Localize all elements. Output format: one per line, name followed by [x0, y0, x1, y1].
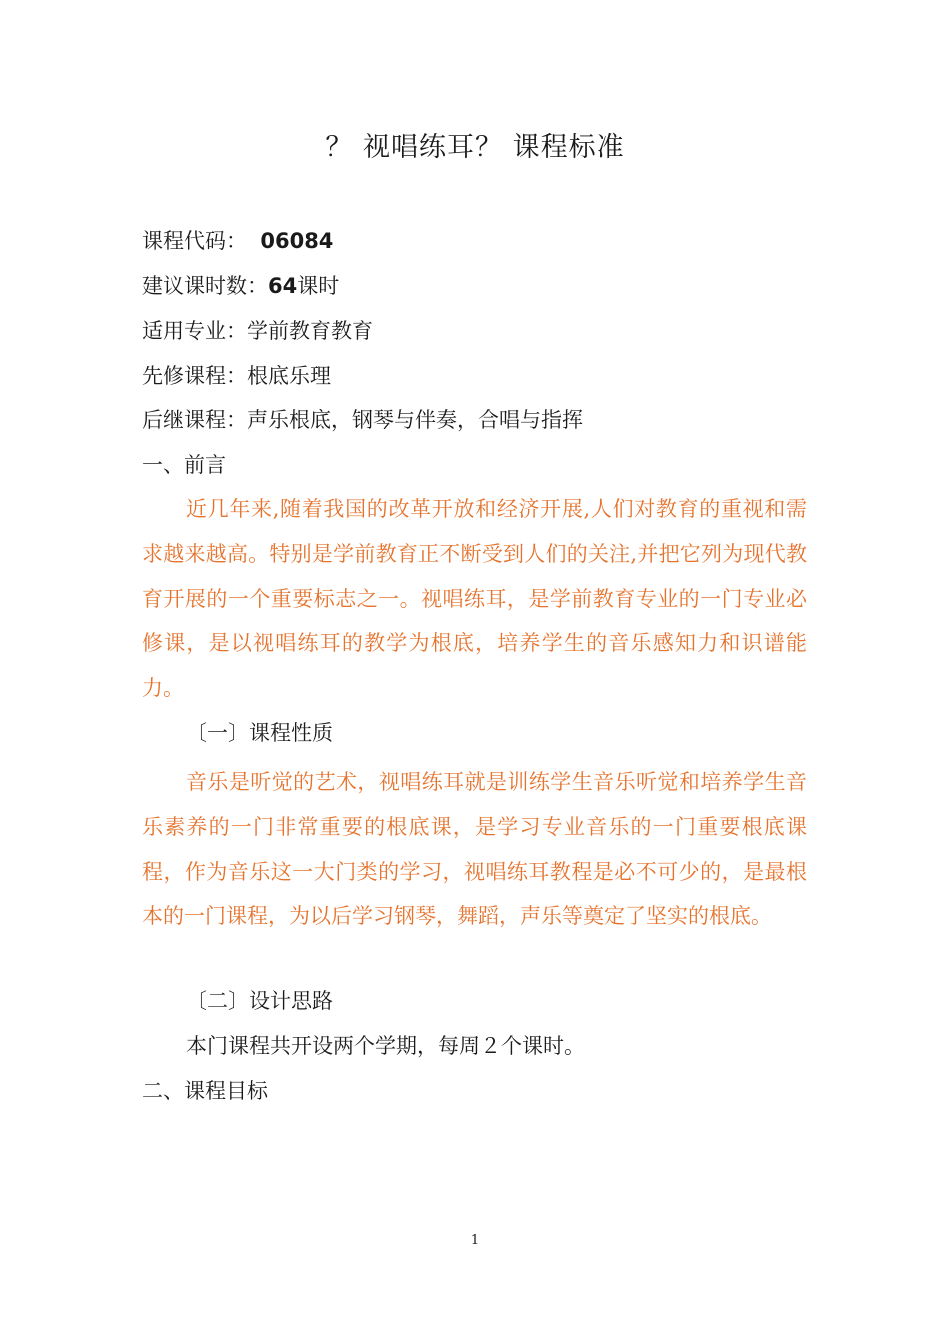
- nature-paragraph: 音乐是听觉的艺术，视唱练耳就是训练学生音乐听觉和培养学生音乐素养的一门非常重要的根底课，是学习专业音乐的一门重要根底课程，作为音乐这一大门类的学习，视唱练耳教程是必不可少的，是最根本的一门课程，为以后学习钢琴，舞蹈，声乐等奠定了坚实的根底。: [142, 770, 807, 929]
- course-hours-label: 建议课时数：: [142, 274, 268, 298]
- course-code-label: 课程代码：: [142, 229, 247, 253]
- course-hours-line: [142, 271, 339, 301]
- design-paragraph: 本门课程共开设两个学期，每周２个课时。: [186, 1034, 585, 1058]
- section-heading-goals: 二、课程目标: [142, 1079, 268, 1103]
- course-hours-unit: 课时: [297, 274, 340, 298]
- applicable-major-line: 适用专业：学前教育教育: [142, 319, 373, 343]
- intro-paragraph: 近几年来,随着我国的改革开放和经济开展,人们对教育的重视和需求越来越高。特别是学前教育正不断受到人们的关注,并把它列为现代教育开展的一个重要标志之一。视唱练耳，是学前教育专业的一门专业必修课，是以视唱练耳的教学为根底，培养学生的音乐感知力和识谱能力。: [142, 497, 807, 701]
- subsection-heading-nature: 〔一〕课程性质: [186, 721, 333, 745]
- subsection-heading-design: 〔二〕设计思路: [186, 989, 333, 1013]
- document-title: ？ 视唱练耳？ 课程标准: [325, 132, 625, 163]
- course-code-value: 06084: [260, 229, 334, 253]
- prerequisite-line: 先修课程：根底乐理: [142, 364, 331, 388]
- section-heading-preface: 一、前言: [142, 453, 226, 477]
- page-number: 1: [470, 1233, 480, 1248]
- course-hours-value: 64: [268, 274, 298, 298]
- followup-courses-line: 后继课程：声乐根底，钢琴与伴奏，合唱与指挥: [142, 408, 583, 432]
- course-code-line: [142, 226, 333, 256]
